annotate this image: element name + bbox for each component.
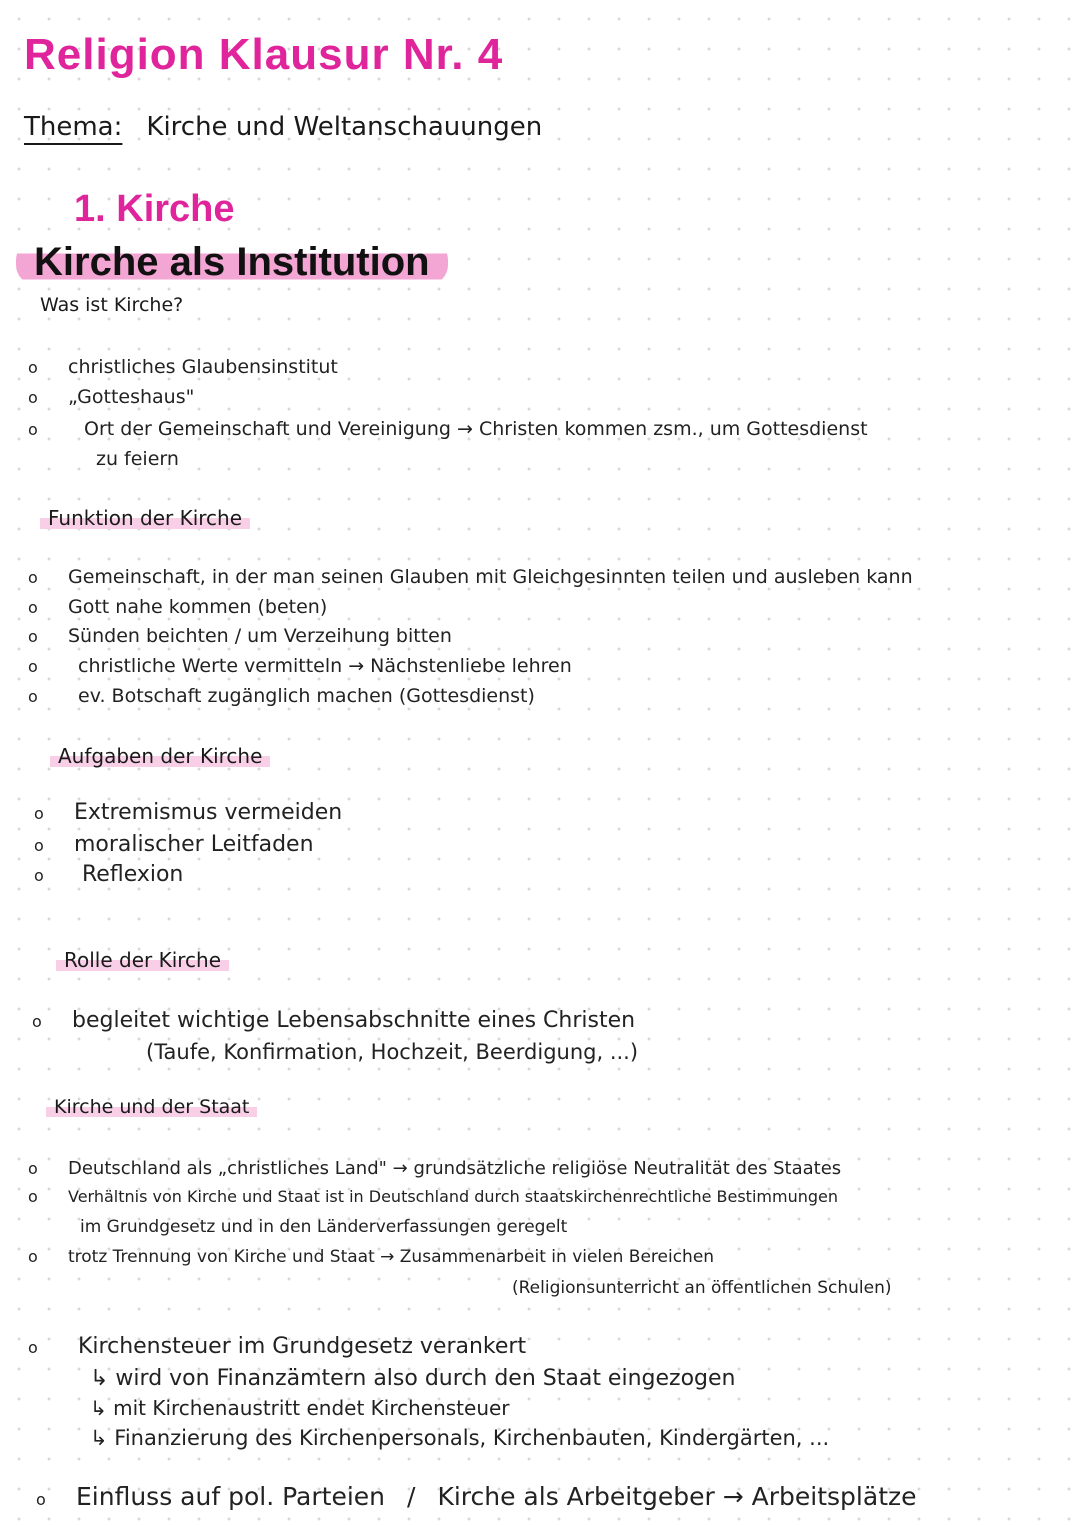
list-item: o Deutschland als „christliches Land" → grundsätzliche religiöse Neutralität des Staates bbox=[28, 1158, 842, 1179]
list-item: o christliches Glaubensinstitut bbox=[28, 356, 338, 378]
bullet-icon: o bbox=[28, 1159, 38, 1178]
list-item: o Verhältnis von Kirche und Staat ist in Deutschland durch staatskirchenrechtliche Bestimmungen bbox=[28, 1187, 838, 1206]
sub-item: ↳ Finanzierung des Kirchenpersonals, Kirchenbauten, Kindergärten, ... bbox=[90, 1426, 830, 1450]
subheading-staat: Kirche und der Staat bbox=[46, 1096, 257, 1118]
bullet-icon: o bbox=[32, 1012, 42, 1031]
question-subheading: Was ist Kirche? bbox=[40, 294, 184, 316]
topic-label: Thema: bbox=[24, 112, 123, 142]
list-item: o Kirchensteuer im Grundgesetz verankert bbox=[28, 1334, 527, 1359]
list-item: o trotz Trennung von Kirche und Staat → Zusammenarbeit in vielen Bereichen bbox=[28, 1247, 715, 1267]
bullet-icon: o bbox=[28, 568, 38, 587]
list-item-continuation: (Taufe, Konfirmation, Hochzeit, Beerdigung, ...) bbox=[146, 1040, 639, 1064]
subheading-funktion: Funktion der Kirche bbox=[40, 506, 250, 530]
list-item: o begleitet wichtige Lebensabschnitte eines Christen bbox=[32, 1008, 636, 1033]
list-item: o ev. Botschaft zugänglich machen (Gottesdienst) bbox=[28, 685, 535, 707]
list-item-continuation: (Religionsunterricht an öffentlichen Schulen) bbox=[512, 1278, 892, 1298]
list-item: o Ort der Gemeinschaft und Vereinigung → Christen kommen zsm., um Gottesdienst bbox=[28, 418, 868, 440]
list-item: o Gott nahe kommen (beten) bbox=[28, 596, 328, 618]
bullet-icon: o bbox=[28, 388, 38, 407]
topic-value: Kirche und Weltanschauungen bbox=[146, 112, 543, 142]
bullet-icon: o bbox=[28, 1247, 38, 1266]
subheading-rolle: Rolle der Kirche bbox=[56, 948, 229, 972]
bullet-icon: o bbox=[34, 866, 44, 885]
list-item: o Reflexion bbox=[34, 862, 184, 887]
bullet-icon: o bbox=[28, 420, 38, 439]
list-item-continuation: im Grundgesetz und in den Länderverfassungen geregelt bbox=[80, 1217, 568, 1237]
bullet-icon: o bbox=[28, 1187, 38, 1206]
list-item: o moralischer Leitfaden bbox=[34, 832, 314, 857]
bullet-icon: o bbox=[28, 358, 38, 377]
bullet-icon: o bbox=[28, 657, 38, 676]
bullet-icon: o bbox=[28, 627, 38, 646]
list-item: o Gemeinschaft, in der man seinen Glauben mit Gleichgesinnten teilen und ausleben kann bbox=[28, 566, 913, 588]
bullet-icon: o bbox=[36, 1490, 46, 1509]
main-heading: Kirche als Institution bbox=[16, 240, 448, 285]
sub-item: ↳ mit Kirchenaustritt endet Kirchensteuer bbox=[90, 1396, 510, 1420]
bullet-icon: o bbox=[34, 836, 44, 855]
separator: / bbox=[407, 1482, 416, 1511]
sub-item: ↳ wird von Finanzämtern also durch den Staat eingezogen bbox=[90, 1366, 736, 1391]
section-heading: 1. Kirche bbox=[74, 188, 235, 230]
list-item-continuation: zu feiern bbox=[96, 448, 179, 470]
list-item: o Sünden beichten / um Verzeihung bitten bbox=[28, 625, 452, 647]
page-title: Religion Klausur Nr. 4 bbox=[24, 30, 504, 79]
topic-line bbox=[24, 112, 542, 142]
list-item: o „Gotteshaus" bbox=[28, 386, 195, 408]
bullet-icon: o bbox=[28, 1338, 38, 1357]
list-item: o christliche Werte vermitteln → Nächstenliebe lehren bbox=[28, 655, 572, 677]
bullet-icon: o bbox=[28, 598, 38, 617]
list-item: o Einfluss auf pol. Parteien / Kirche als Arbeitgeber → Arbeitsplätze bbox=[36, 1482, 917, 1511]
bullet-icon: o bbox=[28, 687, 38, 706]
bullet-icon: o bbox=[34, 804, 44, 823]
list-item: o Extremismus vermeiden bbox=[34, 800, 343, 825]
subheading-aufgaben: Aufgaben der Kirche bbox=[50, 744, 270, 768]
